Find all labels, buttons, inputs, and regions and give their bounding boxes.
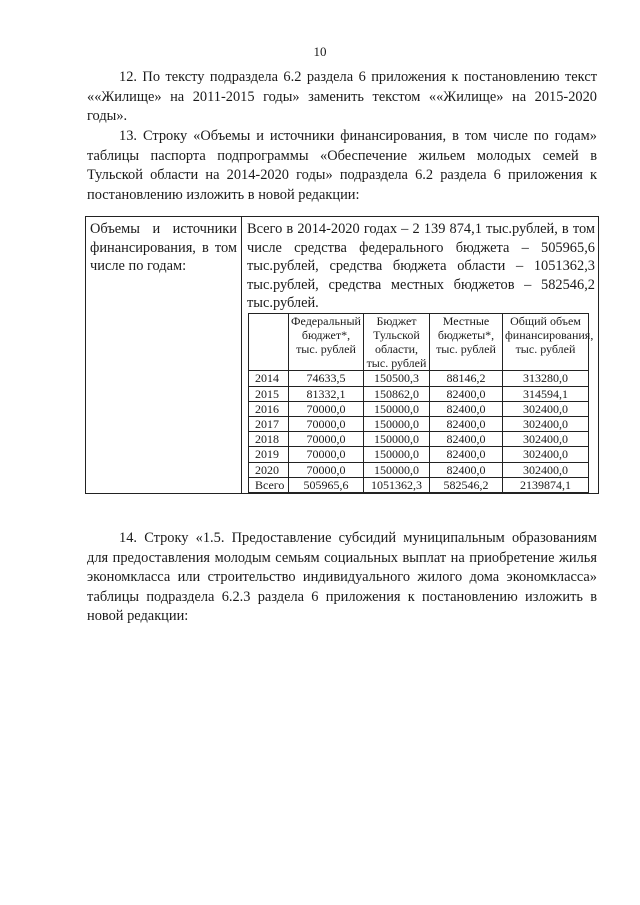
local-cell: 82400,0 [430,401,503,416]
passport-table [85,216,599,494]
federal-cell: 505965,6 [289,477,364,492]
paragraph-item-13: 13. Строку «Объемы и источники финансирования, в том числе по годам» таблицы паспорта подпрограммы «Обеспечение жильем молодых семей в Тульской области на 2014-2020 годы» подраздела 6.2 раздела 6 приложения к постановлению изложить в новой редакции: [87,128,597,203]
total-cell: 302400,0 [503,432,589,447]
regional-cell: 1051362,3 [364,477,430,492]
federal-cell: 74633,5 [289,371,364,386]
header-cell: Местные бюджеты*, тыс. рублей [430,313,503,371]
total-cell: 2139874,1 [503,477,589,492]
year-cell: 2014 [249,371,289,386]
table-row [249,447,589,462]
header-cell: Общий объем финансирования, тыс. рублей [503,313,589,371]
table-row [249,416,589,431]
year-cell: Всего [249,477,289,492]
local-cell: 88146,2 [430,371,503,386]
local-cell: 82400,0 [430,416,503,431]
table-total-row [249,477,589,492]
table-row [249,432,589,447]
passport-right-cell [242,217,599,494]
regional-cell: 150000,0 [364,447,430,462]
passport-row-label: Объемы и источники финансирования, в том числе по годам: [90,221,237,274]
year-cell: 2016 [249,401,289,416]
paragraph-item-14: 14. Строку «1.5. Предоставление субсидий муниципальным образованиям для предоставления молодым семьям социальных выплат на приобретение жилья экономкласса или строительство индивидуального жилого дома экономкласса» таблицы подраздела 6.2.3 раздела 6 приложения к постановлению изложить в новой редакции: [87,530,597,624]
regional-cell: 150000,0 [364,416,430,431]
federal-cell: 70000,0 [289,432,364,447]
year-cell: 2018 [249,432,289,447]
total-cell: 302400,0 [503,401,589,416]
table-row [249,371,589,386]
total-cell: 313280,0 [503,371,589,386]
federal-cell: 70000,0 [289,447,364,462]
regional-cell: 150000,0 [364,401,430,416]
financing-table [248,313,594,493]
total-cell: 302400,0 [503,416,589,431]
total-cell: 314594,1 [503,386,589,401]
regional-cell: 150862,0 [364,386,430,401]
table-row [249,386,589,401]
total-cell: 302400,0 [503,462,589,477]
local-cell: 82400,0 [430,447,503,462]
page-number: 10 [313,44,327,59]
local-cell: 82400,0 [430,386,503,401]
passport-summary-text: Всего в 2014-2020 годах – 2 139 874,1 тыс.рублей, в том числе средства федерального бюджета – 505965,6 тыс.рублей, средства бюджета области – 1051362,3 тыс.рублей, средства местных бюджетов – 582546,2 тыс.рублей. [247,221,595,311]
total-cell: 302400,0 [503,447,589,462]
header-cell: Федеральный бюджет*, тыс. рублей [289,313,364,371]
table-row [249,401,589,416]
year-cell: 2017 [249,416,289,431]
year-cell: 2015 [249,386,289,401]
table-row [249,462,589,477]
regional-cell: 150000,0 [364,462,430,477]
header-cell [249,313,289,371]
financing-header-row [249,313,589,371]
local-cell: 82400,0 [430,462,503,477]
passport-left-cell [86,217,242,494]
year-cell: 2019 [249,447,289,462]
local-cell: 82400,0 [430,432,503,447]
regional-cell: 150500,3 [364,371,430,386]
paragraph-item-12: 12. По тексту подраздела 6.2 раздела 6 приложения к постановлению текст ««Жилище» на 2011-2015 годы» заменить текстом ««Жилище» на 2015-2020 годы». [87,69,597,124]
federal-cell: 70000,0 [289,462,364,477]
header-cell: Бюджет Тульской области, тыс. рублей [364,313,430,371]
local-cell: 582546,2 [430,477,503,492]
regional-cell: 150000,0 [364,432,430,447]
federal-cell: 70000,0 [289,401,364,416]
year-cell: 2020 [249,462,289,477]
federal-cell: 81332,1 [289,386,364,401]
federal-cell: 70000,0 [289,416,364,431]
